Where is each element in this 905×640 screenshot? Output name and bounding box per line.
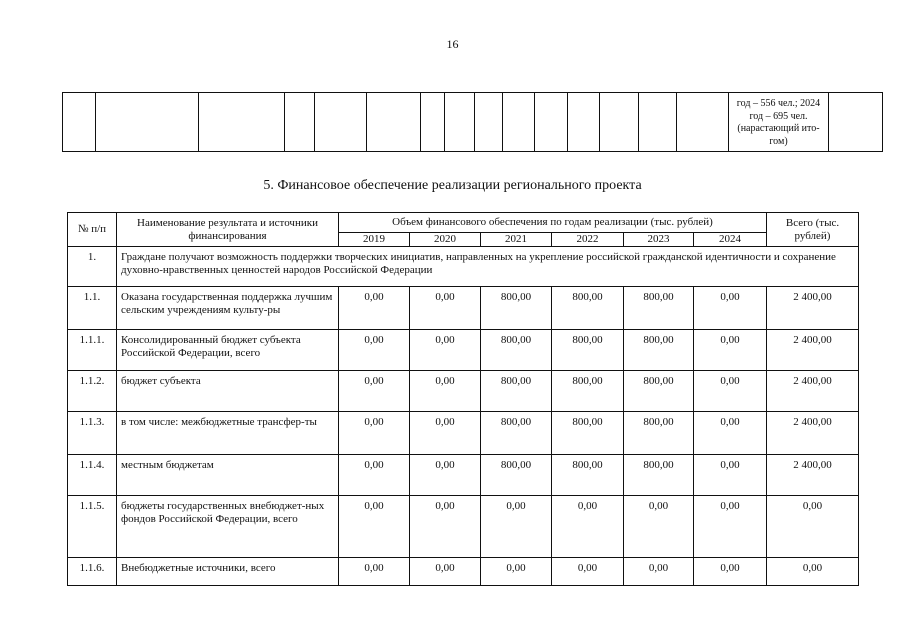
value-cell: 0,00 (481, 558, 552, 586)
value-cell: 800,00 (481, 287, 552, 330)
value-cell: 0,00 (339, 455, 410, 496)
row-name: Внебюджетные источники, всего (117, 558, 339, 586)
value-cell: 0,00 (694, 455, 767, 496)
table-row (68, 558, 859, 586)
number-header: № п/п (68, 213, 117, 247)
value-cell: 0,00 (339, 287, 410, 330)
continuation-table (62, 92, 883, 152)
empty-cell (639, 93, 677, 152)
empty-cell (315, 93, 367, 152)
goal-row (68, 247, 859, 287)
volume-header: Объем финансового обеспечения по годам реализации (тыс. рублей) (339, 213, 767, 233)
value-cell: 800,00 (481, 455, 552, 496)
value-cell: 0,00 (624, 558, 694, 586)
value-cell: 0,00 (339, 330, 410, 371)
total-cell: 2 400,00 (767, 412, 859, 455)
value-cell: 800,00 (552, 455, 624, 496)
table-row (68, 496, 859, 558)
total-cell: 2 400,00 (767, 330, 859, 371)
year-header: 2024 (694, 233, 767, 247)
value-cell: 0,00 (624, 496, 694, 558)
empty-cell (475, 93, 503, 152)
row-number: 1.1.2. (68, 371, 117, 412)
table-row (68, 412, 859, 455)
value-cell: 0,00 (694, 558, 767, 586)
year-header: 2022 (552, 233, 624, 247)
value-cell: 800,00 (481, 330, 552, 371)
goal-text: год – 556 чел.; 2024 год – 695 чел. (нарастающий ито- гом) (736, 98, 821, 147)
empty-cell (535, 93, 568, 152)
value-cell: 0,00 (694, 496, 767, 558)
value-cell: 800,00 (624, 455, 694, 496)
total-cell: 2 400,00 (767, 371, 859, 412)
row-name: бюджеты государственных внебюджет-ных фондов Российской Федерации, всего (117, 496, 339, 558)
empty-cell (600, 93, 639, 152)
continuation-row (63, 93, 883, 152)
value-cell: 800,00 (552, 287, 624, 330)
row-number: 1. (68, 247, 117, 287)
value-cell: 0,00 (339, 496, 410, 558)
empty-cell (421, 93, 445, 152)
empty-cell (285, 93, 315, 152)
value-cell: 0,00 (410, 287, 481, 330)
row-number: 1.1.6. (68, 558, 117, 586)
row-name: Консолидированный бюджет субъекта Российской Федерации, всего (117, 330, 339, 371)
value-cell: 0,00 (339, 371, 410, 412)
total-cell: 2 400,00 (767, 455, 859, 496)
year-header: 2019 (339, 233, 410, 247)
value-cell: 0,00 (481, 496, 552, 558)
name-header: Наименование результата и источники финансирования (117, 213, 339, 247)
value-cell: 0,00 (410, 371, 481, 412)
total-header: Всего (тыс. рублей) (767, 213, 859, 247)
value-cell: 0,00 (552, 496, 624, 558)
header-row (68, 213, 859, 233)
row-number: 1.1.4. (68, 455, 117, 496)
value-cell: 0,00 (410, 330, 481, 371)
value-cell: 800,00 (481, 412, 552, 455)
value-cell: 0,00 (552, 558, 624, 586)
value-cell: 0,00 (694, 412, 767, 455)
row-name: местным бюджетам (117, 455, 339, 496)
section-title: 5. Финансовое обеспечение реализации регионального проекта (263, 178, 642, 193)
year-header: 2023 (624, 233, 694, 247)
value-cell: 800,00 (624, 371, 694, 412)
table-row (68, 287, 859, 330)
value-cell: 0,00 (410, 412, 481, 455)
goal-cell (729, 93, 829, 152)
total-cell: 2 400,00 (767, 287, 859, 330)
value-cell: 0,00 (339, 558, 410, 586)
value-cell: 0,00 (339, 412, 410, 455)
year-header: 2021 (481, 233, 552, 247)
row-name (117, 287, 339, 330)
value-cell: 800,00 (624, 287, 694, 330)
empty-cell (677, 93, 729, 152)
empty-cell (503, 93, 535, 152)
total-cell: 0,00 (767, 558, 859, 586)
value-cell: 800,00 (552, 330, 624, 371)
goal-description: Граждане получают возможность поддержки творческих инициатив, направленных на укрепление российской гражданской идентичности и сохранение духовно-нравственных ценностей народов Российской Федерации (117, 247, 859, 287)
year-header: 2020 (410, 233, 481, 247)
row-number: 1.1. (68, 287, 117, 330)
row-name: в том числе: межбюджетные трансфер-ты (117, 412, 339, 455)
value-cell: 800,00 (624, 412, 694, 455)
value-cell: 800,00 (624, 330, 694, 371)
table-row (68, 371, 859, 412)
finance-table (67, 212, 859, 586)
value-cell: 800,00 (481, 371, 552, 412)
table-row (68, 330, 859, 371)
page-number: 16 (446, 37, 459, 51)
row-name: бюджет субъекта (117, 371, 339, 412)
value-cell: 0,00 (694, 371, 767, 412)
value-cell: 800,00 (552, 412, 624, 455)
empty-cell (568, 93, 600, 152)
empty-cell (96, 93, 199, 152)
row-number: 1.1.5. (68, 496, 117, 558)
table-row (68, 455, 859, 496)
value-cell: 0,00 (694, 287, 767, 330)
total-cell: 0,00 (767, 496, 859, 558)
value-cell: 800,00 (552, 371, 624, 412)
empty-cell (367, 93, 421, 152)
value-cell: 0,00 (410, 455, 481, 496)
value-cell: 0,00 (410, 496, 481, 558)
value-cell: 0,00 (410, 558, 481, 586)
row-name-text: Оказана государственная поддержка лучшим сельским учреждениям культу-ры (121, 291, 333, 316)
empty-cell (445, 93, 475, 152)
empty-cell (63, 93, 96, 152)
empty-cell (199, 93, 285, 152)
row-number: 1.1.1. (68, 330, 117, 371)
row-number: 1.1.3. (68, 412, 117, 455)
empty-cell (829, 93, 883, 152)
value-cell: 0,00 (694, 330, 767, 371)
